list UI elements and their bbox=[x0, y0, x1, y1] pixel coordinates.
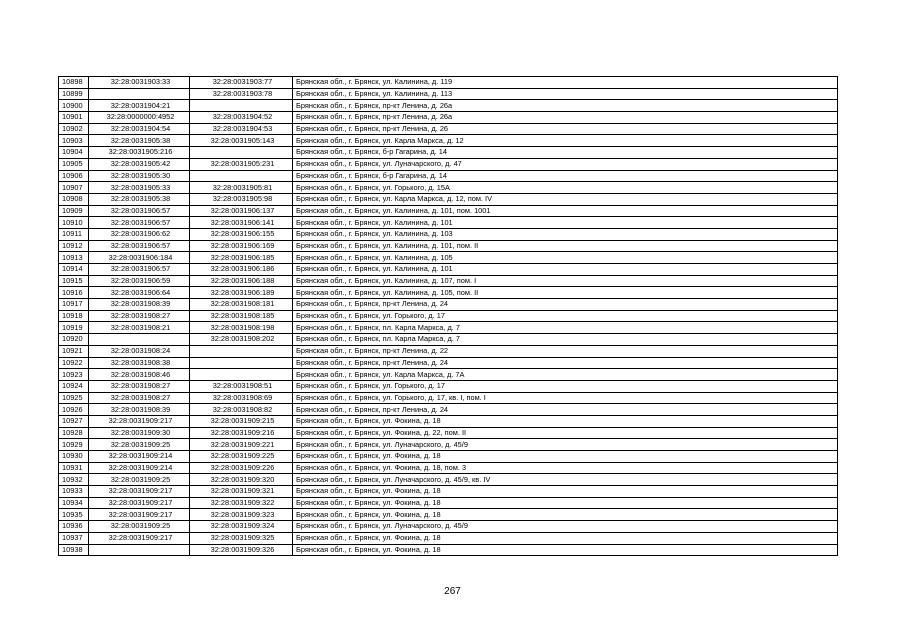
land-cadastral-number-cell: 32:28:0031908:46 bbox=[89, 369, 190, 381]
address-cell: Брянская обл., г. Брянск, ул. Фокина, д. 18 bbox=[293, 544, 838, 556]
object-cadastral-number-cell bbox=[190, 345, 293, 357]
land-cadastral-number-cell: 32:28:0031906:59 bbox=[89, 275, 190, 287]
land-cadastral-number-cell bbox=[89, 544, 190, 556]
object-cadastral-number-cell: 32:28:0031906:137 bbox=[190, 205, 293, 217]
table-row bbox=[59, 147, 838, 159]
object-cadastral-number-cell: 32:28:0031908:202 bbox=[190, 334, 293, 346]
land-cadastral-number-cell: 32:28:0031906:57 bbox=[89, 264, 190, 276]
row-number-cell: 10932 bbox=[59, 474, 89, 486]
row-number-cell: 10936 bbox=[59, 521, 89, 533]
table-row bbox=[59, 275, 838, 287]
table-row bbox=[59, 112, 838, 124]
table-row bbox=[59, 170, 838, 182]
object-cadastral-number-cell: 32:28:0031906:155 bbox=[190, 228, 293, 240]
object-cadastral-number-cell: 32:28:0031909:322 bbox=[190, 497, 293, 509]
address-cell: Брянская обл., г. Брянск, ул. Калинина, д. 113 bbox=[293, 88, 838, 100]
object-cadastral-number-cell: 32:28:0031906:189 bbox=[190, 287, 293, 299]
land-cadastral-number-cell: 32:28:0031908:39 bbox=[89, 404, 190, 416]
row-number-cell: 10931 bbox=[59, 462, 89, 474]
address-cell: Брянская обл., г. Брянск, ул. Горького, д. 17, кв. I, пом. I bbox=[293, 392, 838, 404]
address-cell: Брянская обл., г. Брянск, ул. Горького, д. 15А bbox=[293, 182, 838, 194]
row-number-cell: 10929 bbox=[59, 439, 89, 451]
land-cadastral-number-cell: 32:28:0031906:62 bbox=[89, 228, 190, 240]
land-cadastral-number-cell: 32:28:0031906:57 bbox=[89, 205, 190, 217]
page-number: 267 bbox=[444, 586, 461, 597]
address-cell: Брянская обл., г. Брянск, ул. Фокина, д. 18 bbox=[293, 415, 838, 427]
object-cadastral-number-cell bbox=[190, 369, 293, 381]
object-cadastral-number-cell: 32:28:0031904:52 bbox=[190, 112, 293, 124]
object-cadastral-number-cell: 32:28:0031909:225 bbox=[190, 451, 293, 463]
row-number-cell: 10937 bbox=[59, 532, 89, 544]
object-cadastral-number-cell: 32:28:0031908:69 bbox=[190, 392, 293, 404]
land-cadastral-number-cell bbox=[89, 88, 190, 100]
row-number-cell: 10904 bbox=[59, 147, 89, 159]
object-cadastral-number-cell: 32:28:0031904:53 bbox=[190, 123, 293, 135]
row-number-cell: 10906 bbox=[59, 170, 89, 182]
address-cell: Брянская обл., г. Брянск, пр-кт Ленина, д. 24 bbox=[293, 357, 838, 369]
row-number-cell: 10899 bbox=[59, 88, 89, 100]
row-number-cell: 10907 bbox=[59, 182, 89, 194]
table-row bbox=[59, 264, 838, 276]
table-row bbox=[59, 521, 838, 533]
land-cadastral-number-cell: 32:28:0031903:33 bbox=[89, 77, 190, 89]
land-cadastral-number-cell: 32:28:0031909:217 bbox=[89, 532, 190, 544]
row-number-cell: 10934 bbox=[59, 497, 89, 509]
row-number-cell: 10919 bbox=[59, 322, 89, 334]
land-cadastral-number-cell: 32:28:0031905:38 bbox=[89, 193, 190, 205]
table-row bbox=[59, 474, 838, 486]
object-cadastral-number-cell bbox=[190, 357, 293, 369]
table-row bbox=[59, 334, 838, 346]
address-cell: Брянская обл., г. Брянск, пр-кт Ленина, д. 22 bbox=[293, 345, 838, 357]
row-number-cell: 10902 bbox=[59, 123, 89, 135]
address-cell: Брянская обл., г. Брянск, ул. Луначарского, д. 47 bbox=[293, 158, 838, 170]
row-number-cell: 10900 bbox=[59, 100, 89, 112]
registry-table bbox=[58, 76, 838, 556]
address-cell: Брянская обл., г. Брянск, ул. Калинина, д. 103 bbox=[293, 228, 838, 240]
land-cadastral-number-cell: 32:28:0031908:38 bbox=[89, 357, 190, 369]
land-cadastral-number-cell: 32:28:0031904:54 bbox=[89, 123, 190, 135]
land-cadastral-number-cell: 32:28:0031909:25 bbox=[89, 474, 190, 486]
table-row bbox=[59, 415, 838, 427]
object-cadastral-number-cell bbox=[190, 100, 293, 112]
table-row bbox=[59, 392, 838, 404]
table-row bbox=[59, 228, 838, 240]
land-cadastral-number-cell: 32:28:0031906:64 bbox=[89, 287, 190, 299]
table-row bbox=[59, 404, 838, 416]
table-row bbox=[59, 486, 838, 498]
row-number-cell: 10933 bbox=[59, 486, 89, 498]
land-cadastral-number-cell: 32:28:0031905:30 bbox=[89, 170, 190, 182]
object-cadastral-number-cell: 32:28:0031908:51 bbox=[190, 380, 293, 392]
table-row bbox=[59, 77, 838, 89]
address-cell: Брянская обл., г. Брянск, ул. Карла Маркса, д. 7А bbox=[293, 369, 838, 381]
table-row bbox=[59, 345, 838, 357]
address-cell: Брянская обл., г. Брянск, ул. Горького, д. 17 bbox=[293, 380, 838, 392]
land-cadastral-number-cell: 32:28:0031909:214 bbox=[89, 451, 190, 463]
land-cadastral-number-cell: 32:28:0031909:217 bbox=[89, 509, 190, 521]
object-cadastral-number-cell: 32:28:0031909:323 bbox=[190, 509, 293, 521]
object-cadastral-number-cell bbox=[190, 147, 293, 159]
address-cell: Брянская обл., г. Брянск, ул. Фокина, д. 18, пом. 3 bbox=[293, 462, 838, 474]
table-row bbox=[59, 100, 838, 112]
land-cadastral-number-cell: 32:28:0031905:42 bbox=[89, 158, 190, 170]
address-cell: Брянская обл., г. Брянск, ул. Калинина, д. 119 bbox=[293, 77, 838, 89]
land-cadastral-number-cell: 32:28:0031906:184 bbox=[89, 252, 190, 264]
object-cadastral-number-cell: 32:28:0031909:321 bbox=[190, 486, 293, 498]
row-number-cell: 10914 bbox=[59, 264, 89, 276]
registry-table-body bbox=[59, 77, 838, 556]
address-cell: Брянская обл., г. Брянск, ул. Калинина, д. 101, пом. II bbox=[293, 240, 838, 252]
address-cell: Брянская обл., г. Брянск, ул. Калинина, д. 101, пом. 1001 bbox=[293, 205, 838, 217]
row-number-cell: 10923 bbox=[59, 369, 89, 381]
object-cadastral-number-cell: 32:28:0031905:231 bbox=[190, 158, 293, 170]
address-cell: Брянская обл., г. Брянск, б-р Гагарина, д. 14 bbox=[293, 147, 838, 159]
row-number-cell: 10898 bbox=[59, 77, 89, 89]
address-cell: Брянская обл., г. Брянск, ул. Калинина, д. 105, пом. II bbox=[293, 287, 838, 299]
address-cell: Брянская обл., г. Брянск, пр-кт Ленина, д. 26а bbox=[293, 100, 838, 112]
row-number-cell: 10903 bbox=[59, 135, 89, 147]
land-cadastral-number-cell: 32:28:0031908:27 bbox=[89, 392, 190, 404]
object-cadastral-number-cell: 32:28:0031903:77 bbox=[190, 77, 293, 89]
land-cadastral-number-cell: 32:28:0031908:39 bbox=[89, 299, 190, 311]
address-cell: Брянская обл., г. Брянск, ул. Луначарского, д. 45/9, кв. IV bbox=[293, 474, 838, 486]
object-cadastral-number-cell: 32:28:0031903:78 bbox=[190, 88, 293, 100]
address-cell: Брянская обл., г. Брянск, ул. Фокина, д. 18 bbox=[293, 451, 838, 463]
table-row bbox=[59, 497, 838, 509]
address-cell: Брянская обл., г. Брянск, ул. Горького, д. 17 bbox=[293, 310, 838, 322]
object-cadastral-number-cell: 32:28:0031909:325 bbox=[190, 532, 293, 544]
address-cell: Брянская обл., г. Брянск, пл. Карла Маркса, д. 7 bbox=[293, 322, 838, 334]
address-cell: Брянская обл., г. Брянск, б-р Гагарина, д. 14 bbox=[293, 170, 838, 182]
row-number-cell: 10918 bbox=[59, 310, 89, 322]
land-cadastral-number-cell: 32:28:0031908:27 bbox=[89, 380, 190, 392]
row-number-cell: 10927 bbox=[59, 415, 89, 427]
table-row bbox=[59, 205, 838, 217]
table-row bbox=[59, 299, 838, 311]
address-cell: Брянская обл., г. Брянск, ул. Карла Маркса, д. 12 bbox=[293, 135, 838, 147]
land-cadastral-number-cell: 32:28:0031909:217 bbox=[89, 486, 190, 498]
land-cadastral-number-cell: 32:28:0031909:25 bbox=[89, 521, 190, 533]
table-row bbox=[59, 252, 838, 264]
table-row bbox=[59, 427, 838, 439]
land-cadastral-number-cell: 32:28:0031905:38 bbox=[89, 135, 190, 147]
row-number-cell: 10905 bbox=[59, 158, 89, 170]
object-cadastral-number-cell: 32:28:0031906:185 bbox=[190, 252, 293, 264]
object-cadastral-number-cell: 32:28:0031908:82 bbox=[190, 404, 293, 416]
row-number-cell: 10901 bbox=[59, 112, 89, 124]
table-row bbox=[59, 88, 838, 100]
land-cadastral-number-cell: 32:28:0031905:33 bbox=[89, 182, 190, 194]
address-cell: Брянская обл., г. Брянск, ул. Калинина, д. 105 bbox=[293, 252, 838, 264]
land-cadastral-number-cell: 32:28:0031905:216 bbox=[89, 147, 190, 159]
row-number-cell: 10930 bbox=[59, 451, 89, 463]
land-cadastral-number-cell: 32:28:0031906:57 bbox=[89, 240, 190, 252]
row-number-cell: 10922 bbox=[59, 357, 89, 369]
table-row bbox=[59, 439, 838, 451]
row-number-cell: 10915 bbox=[59, 275, 89, 287]
object-cadastral-number-cell: 32:28:0031909:320 bbox=[190, 474, 293, 486]
object-cadastral-number-cell: 32:28:0031905:143 bbox=[190, 135, 293, 147]
row-number-cell: 10916 bbox=[59, 287, 89, 299]
land-cadastral-number-cell: 32:28:0031904:21 bbox=[89, 100, 190, 112]
object-cadastral-number-cell: 32:28:0031906:186 bbox=[190, 264, 293, 276]
object-cadastral-number-cell: 32:28:0031908:181 bbox=[190, 299, 293, 311]
address-cell: Брянская обл., г. Брянск, ул. Фокина, д. 22, пом. II bbox=[293, 427, 838, 439]
table-row bbox=[59, 509, 838, 521]
land-cadastral-number-cell: 32:28:0031909:30 bbox=[89, 427, 190, 439]
row-number-cell: 10910 bbox=[59, 217, 89, 229]
address-cell: Брянская обл., г. Брянск, ул. Карла Маркса, д. 12, пом. IV bbox=[293, 193, 838, 205]
row-number-cell: 10913 bbox=[59, 252, 89, 264]
address-cell: Брянская обл., г. Брянск, пл. Карла Маркса, д. 7 bbox=[293, 334, 838, 346]
row-number-cell: 10924 bbox=[59, 380, 89, 392]
table-row bbox=[59, 310, 838, 322]
object-cadastral-number-cell: 32:28:0031908:198 bbox=[190, 322, 293, 334]
object-cadastral-number-cell: 32:28:0031909:216 bbox=[190, 427, 293, 439]
object-cadastral-number-cell: 32:28:0031905:98 bbox=[190, 193, 293, 205]
table-row bbox=[59, 322, 838, 334]
land-cadastral-number-cell: 32:28:0031909:214 bbox=[89, 462, 190, 474]
row-number-cell: 10911 bbox=[59, 228, 89, 240]
table-row bbox=[59, 182, 838, 194]
row-number-cell: 10908 bbox=[59, 193, 89, 205]
object-cadastral-number-cell: 32:28:0031909:226 bbox=[190, 462, 293, 474]
land-cadastral-number-cell: 32:28:0000000:4952 bbox=[89, 112, 190, 124]
object-cadastral-number-cell: 32:28:0031906:188 bbox=[190, 275, 293, 287]
address-cell: Брянская обл., г. Брянск, пр-кт Ленина, д. 26а bbox=[293, 112, 838, 124]
table-row bbox=[59, 380, 838, 392]
address-cell: Брянская обл., г. Брянск, ул. Калинина, д. 101 bbox=[293, 217, 838, 229]
row-number-cell: 10920 bbox=[59, 334, 89, 346]
address-cell: Брянская обл., г. Брянск, ул. Луначарского, д. 45/9 bbox=[293, 521, 838, 533]
table-row bbox=[59, 544, 838, 556]
table-row bbox=[59, 240, 838, 252]
address-cell: Брянская обл., г. Брянск, ул. Фокина, д. 18 bbox=[293, 497, 838, 509]
row-number-cell: 10917 bbox=[59, 299, 89, 311]
object-cadastral-number-cell: 32:28:0031909:324 bbox=[190, 521, 293, 533]
object-cadastral-number-cell: 32:28:0031906:141 bbox=[190, 217, 293, 229]
table-row bbox=[59, 158, 838, 170]
table-row bbox=[59, 217, 838, 229]
table-row bbox=[59, 193, 838, 205]
row-number-cell: 10925 bbox=[59, 392, 89, 404]
land-cadastral-number-cell: 32:28:0031909:217 bbox=[89, 415, 190, 427]
address-cell: Брянская обл., г. Брянск, пр-кт Ленина, д. 24 bbox=[293, 299, 838, 311]
object-cadastral-number-cell bbox=[190, 170, 293, 182]
land-cadastral-number-cell: 32:28:0031906:57 bbox=[89, 217, 190, 229]
address-cell: Брянская обл., г. Брянск, ул. Калинина, д. 107, пом. I bbox=[293, 275, 838, 287]
table-row bbox=[59, 357, 838, 369]
land-cadastral-number-cell: 32:28:0031908:27 bbox=[89, 310, 190, 322]
row-number-cell: 10912 bbox=[59, 240, 89, 252]
address-cell: Брянская обл., г. Брянск, ул. Луначарского, д. 45/9 bbox=[293, 439, 838, 451]
land-cadastral-number-cell bbox=[89, 334, 190, 346]
object-cadastral-number-cell: 32:28:0031906:169 bbox=[190, 240, 293, 252]
object-cadastral-number-cell: 32:28:0031908:185 bbox=[190, 310, 293, 322]
land-cadastral-number-cell: 32:28:0031909:25 bbox=[89, 439, 190, 451]
object-cadastral-number-cell: 32:28:0031909:221 bbox=[190, 439, 293, 451]
address-cell: Брянская обл., г. Брянск, пр-кт Ленина, д. 26 bbox=[293, 123, 838, 135]
address-cell: Брянская обл., г. Брянск, ул. Калинина, д. 101 bbox=[293, 264, 838, 276]
address-cell: Брянская обл., г. Брянск, ул. Фокина, д. 18 bbox=[293, 509, 838, 521]
table-row bbox=[59, 451, 838, 463]
address-cell: Брянская обл., г. Брянск, ул. Фокина, д. 18 bbox=[293, 486, 838, 498]
address-cell: Брянская обл., г. Брянск, ул. Фокина, д. 18 bbox=[293, 532, 838, 544]
row-number-cell: 10928 bbox=[59, 427, 89, 439]
row-number-cell: 10935 bbox=[59, 509, 89, 521]
row-number-cell: 10926 bbox=[59, 404, 89, 416]
row-number-cell: 10921 bbox=[59, 345, 89, 357]
address-cell: Брянская обл., г. Брянск, пр-кт Ленина, д. 24 bbox=[293, 404, 838, 416]
land-cadastral-number-cell: 32:28:0031909:217 bbox=[89, 497, 190, 509]
row-number-cell: 10909 bbox=[59, 205, 89, 217]
land-cadastral-number-cell: 32:28:0031908:21 bbox=[89, 322, 190, 334]
object-cadastral-number-cell: 32:28:0031909:326 bbox=[190, 544, 293, 556]
object-cadastral-number-cell: 32:28:0031909:215 bbox=[190, 415, 293, 427]
table-row bbox=[59, 369, 838, 381]
table-row bbox=[59, 532, 838, 544]
table-row bbox=[59, 135, 838, 147]
table-row bbox=[59, 123, 838, 135]
row-number-cell: 10938 bbox=[59, 544, 89, 556]
table-row bbox=[59, 462, 838, 474]
object-cadastral-number-cell: 32:28:0031905:81 bbox=[190, 182, 293, 194]
table-row bbox=[59, 287, 838, 299]
land-cadastral-number-cell: 32:28:0031908:24 bbox=[89, 345, 190, 357]
